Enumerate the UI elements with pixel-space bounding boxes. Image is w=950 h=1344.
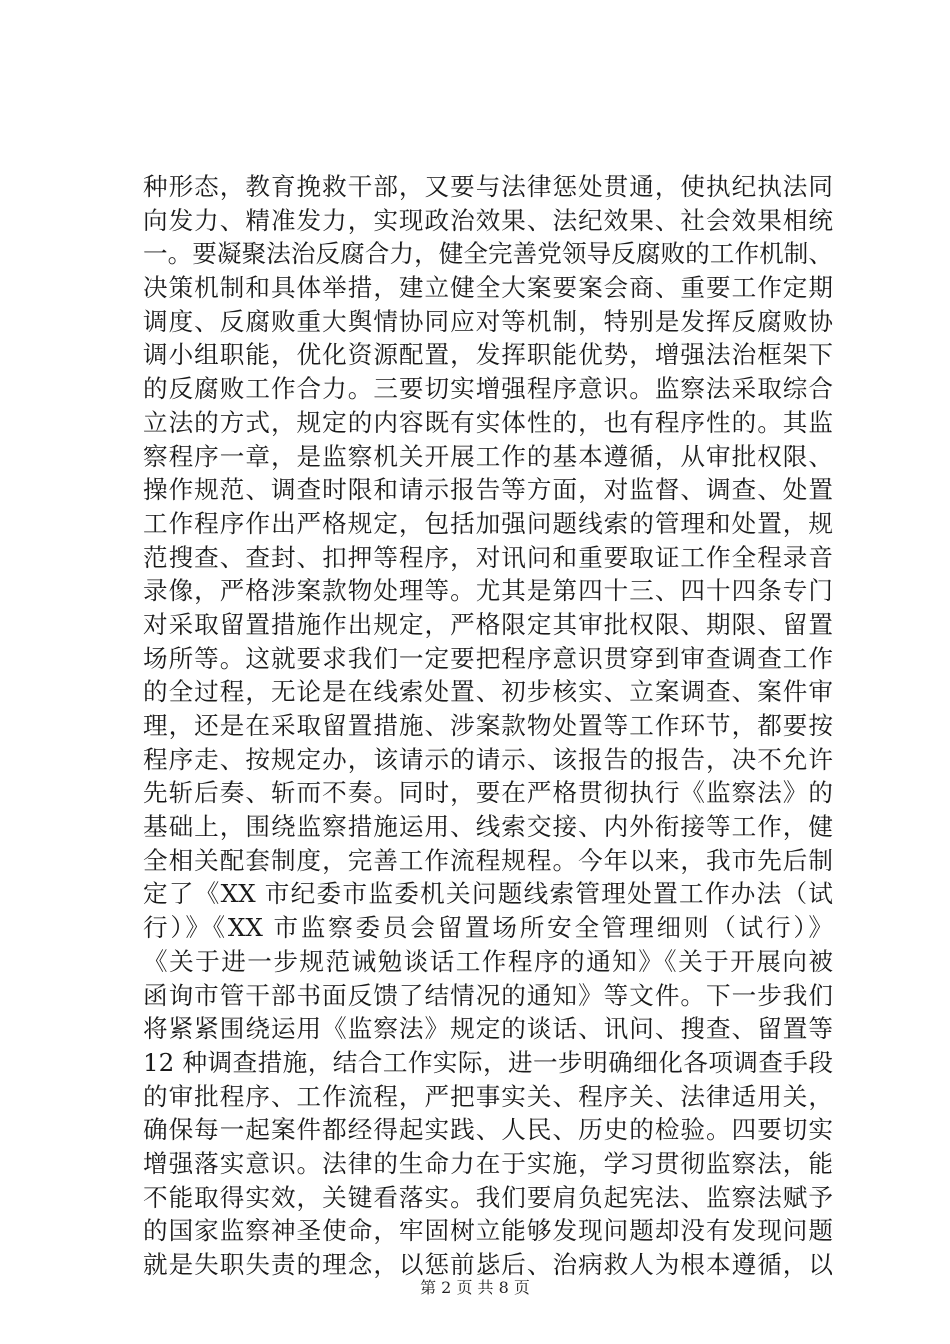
- page-footer: 第 2 页 共 8 页: [420, 1278, 530, 1297]
- text-line: 操作规范、调查时限和请示报告等方面，对监督、调查、处置: [143, 475, 833, 505]
- text-line: 的国家监察神圣使命，牢固树立能够发现问题却没有发现问题: [143, 1216, 833, 1246]
- text-line: 不能取得实效，关键看落实。我们要肩负起宪法、监察法赋予: [143, 1182, 833, 1212]
- text-line: 一。要凝聚法治反腐合力，健全完善党领导反腐败的工作机制、: [143, 239, 833, 269]
- text-line: 调度、反腐败重大舆情协同应对等机制，特别是发挥反腐败协: [143, 306, 833, 336]
- text-line: 的反腐败工作合力。三要切实增强程序意识。监察法采取综合: [143, 374, 833, 404]
- text-line: 函询市管干部书面反馈了结情况的通知》等文件。下一步我们: [143, 980, 833, 1010]
- text-line: 的审批程序、工作流程，严把事实关、程序关、法律适用关，: [143, 1081, 833, 1111]
- text-line: 立法的方式，规定的内容既有实体性的，也有程序性的。其监: [143, 407, 833, 437]
- text-line: 定了《XX 市纪委市监委机关问题线索管理处置工作办法（试: [143, 879, 833, 909]
- text-line: 程序走、按规定办，该请示的请示、该报告的报告，决不允许: [143, 744, 833, 774]
- text-line: 行）》《XX 市监察委员会留置场所安全管理细则（试行）》: [143, 913, 833, 943]
- text-line: 确保每一起案件都经得起实践、人民、历史的检验。四要切实: [143, 1115, 833, 1145]
- text-line: 增强落实意识。法律的生命力在于实施，学习贯彻监察法，能: [143, 1148, 833, 1178]
- text-line: 察程序一章，是监察机关开展工作的基本遵循，从审批权限、: [143, 441, 833, 471]
- body-paragraph: [143, 170, 833, 1282]
- text-line: 12 种调查措施，结合工作实际，进一步明确细化各项调查手段: [143, 1047, 833, 1077]
- text-line: 将紧紧围绕运用《监察法》规定的谈话、讯问、搜查、留置等: [143, 1014, 833, 1044]
- text-line: 先斩后奏、斩而不奏。同时，要在严格贯彻执行《监察法》的: [143, 778, 833, 808]
- text-line: 对采取留置措施作出规定，严格限定其审批权限、期限、留置: [143, 609, 833, 639]
- text-line: 工作程序作出严格规定，包括加强问题线索的管理和处置，规: [143, 508, 833, 538]
- text-line: 录像，严格涉案款物处理等。尤其是第四十三、四十四条专门: [143, 576, 833, 606]
- text-line: 《关于进一步规范诫勉谈话工作程序的通知》《关于开展向被: [143, 946, 833, 976]
- text-line: 调小组职能，优化资源配置，发挥职能优势，增强法治框架下: [143, 340, 833, 370]
- text-line: 场所等。这就要求我们一定要把程序意识贯穿到审查调查工作: [143, 643, 833, 673]
- text-line: 的全过程，无论是在线索处置、初步核实、立案调查、案件审: [143, 677, 833, 707]
- text-line: 向发力、精准发力，实现政治效果、法纪效果、社会效果相统: [143, 205, 833, 235]
- text-line: 理，还是在采取留置措施、涉案款物处置等工作环节，都要按: [143, 711, 833, 740]
- text-line: 全相关配套制度，完善工作流程规程。今年以来，我市先后制: [143, 845, 833, 875]
- text-line: 就是失职失责的理念，以惩前毖后、治病救人为根本遵循，以: [143, 1250, 833, 1279]
- text-line: 基础上，围绕监察措施运用、线索交接、内外衔接等工作，健: [143, 812, 833, 842]
- text-line: 种形态，教育挽救干部，又要与法律惩处贯通，使执纪执法同: [143, 172, 833, 201]
- text-line: 决策机制和具体举措，建立健全大案要案会商、重要工作定期: [143, 273, 833, 303]
- text-line: 范搜查、查封、扣押等程序，对讯问和重要取证工作全程录音: [143, 542, 833, 572]
